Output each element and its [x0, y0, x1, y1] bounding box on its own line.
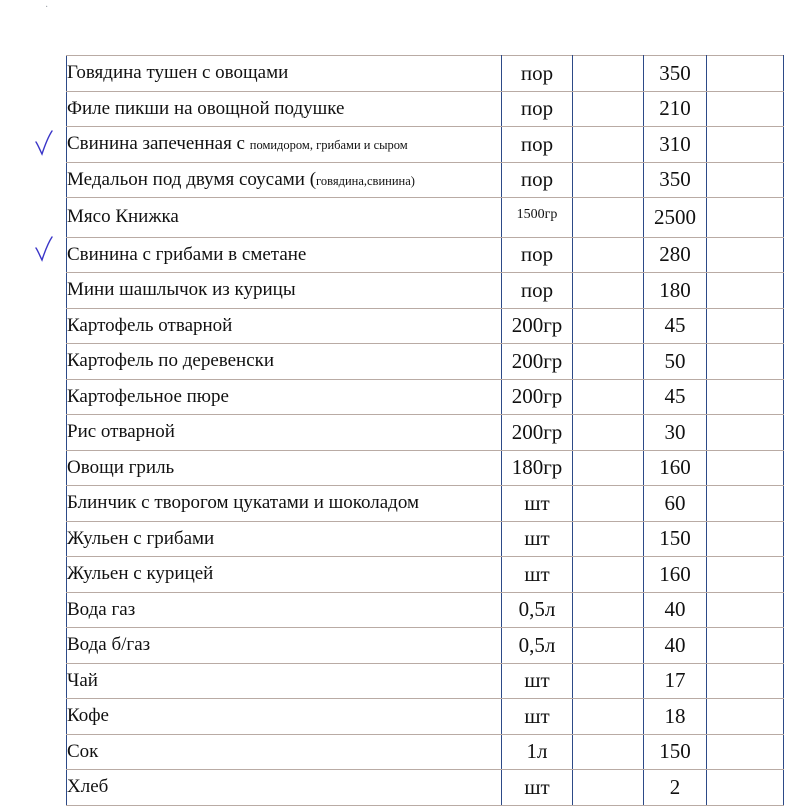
- empty-cell: [573, 699, 644, 735]
- item-price: 310: [644, 127, 707, 163]
- checkmark-icon: [34, 130, 54, 156]
- item-name-text: Рис отварной: [67, 421, 175, 443]
- item-name-text: Жульен с грибами: [67, 527, 215, 549]
- item-price: 180: [644, 273, 707, 309]
- item-price: 150: [644, 521, 707, 557]
- item-unit: пор: [502, 91, 573, 127]
- item-name: [67, 344, 502, 380]
- item-name: [67, 91, 502, 127]
- menu-row: [67, 663, 784, 699]
- item-unit: пор: [502, 237, 573, 273]
- empty-cell: [573, 198, 644, 238]
- item-name-detail: помидором, грибами и сыром: [249, 138, 408, 153]
- empty-cell: [573, 237, 644, 273]
- item-name: [67, 162, 502, 198]
- item-name: [67, 379, 502, 415]
- item-price: 160: [644, 450, 707, 486]
- menu-row: [67, 628, 784, 664]
- item-name: [67, 699, 502, 735]
- item-name-text: Свинина запеченная с: [67, 133, 250, 155]
- item-name-text: Сок: [67, 740, 99, 762]
- item-name-text: Картофельное пюре: [67, 385, 229, 407]
- item-name-text: Хлеб: [67, 776, 109, 798]
- item-name: [67, 308, 502, 344]
- item-name: [67, 198, 502, 238]
- empty-cell: [707, 344, 784, 380]
- item-name-text: Медальон под двумя соусами (: [67, 168, 317, 190]
- item-unit: шт: [502, 521, 573, 557]
- item-unit: 200гр: [502, 308, 573, 344]
- empty-cell: [707, 663, 784, 699]
- empty-cell: [707, 699, 784, 735]
- item-unit: 1500гр: [502, 198, 573, 238]
- item-name-text: Чай: [67, 669, 98, 691]
- empty-cell: [707, 415, 784, 451]
- empty-cell: [573, 450, 644, 486]
- item-name: [67, 56, 502, 92]
- empty-cell: [573, 162, 644, 198]
- item-name-text: Картофель отварной: [67, 314, 233, 336]
- item-price: 2500: [644, 198, 707, 238]
- empty-cell: [573, 415, 644, 451]
- empty-cell: [707, 56, 784, 92]
- empty-cell: [707, 91, 784, 127]
- item-unit: 200гр: [502, 379, 573, 415]
- menu-row: [67, 198, 784, 238]
- item-unit: пор: [502, 56, 573, 92]
- item-name: [67, 592, 502, 628]
- item-name-text: Говядина тушен с овощами: [67, 62, 289, 84]
- empty-cell: [573, 628, 644, 664]
- item-name-text: Овощи гриль: [67, 456, 175, 478]
- item-unit: 0,5л: [502, 592, 573, 628]
- empty-cell: [573, 592, 644, 628]
- item-unit: шт: [502, 770, 573, 806]
- menu-row: [67, 273, 784, 309]
- empty-cell: [707, 592, 784, 628]
- item-name: [67, 628, 502, 664]
- menu-row: [67, 521, 784, 557]
- empty-cell: [707, 450, 784, 486]
- empty-cell: [573, 486, 644, 522]
- item-price: 160: [644, 557, 707, 593]
- empty-cell: [573, 344, 644, 380]
- empty-cell: [707, 237, 784, 273]
- item-name-text: Свинина с грибами в сметане: [67, 243, 307, 265]
- empty-cell: [573, 308, 644, 344]
- item-price: 2: [644, 770, 707, 806]
- empty-cell: [707, 557, 784, 593]
- menu-row: [67, 56, 784, 92]
- empty-cell: [707, 273, 784, 309]
- item-name: [67, 557, 502, 593]
- item-unit: пор: [502, 273, 573, 309]
- menu-body: [67, 56, 784, 806]
- item-name: [67, 486, 502, 522]
- corner-mark: ·: [45, 2, 49, 13]
- item-price: 40: [644, 628, 707, 664]
- empty-cell: [573, 663, 644, 699]
- item-price: 280: [644, 237, 707, 273]
- item-name-text: Блинчик с творогом цукатами и шоколадом: [67, 492, 420, 514]
- item-name-text: Мини шашлычок из курицы: [67, 279, 296, 301]
- item-name-detail: говядина,свинина): [316, 173, 415, 188]
- item-unit: 180гр: [502, 450, 573, 486]
- item-unit: 1л: [502, 734, 573, 770]
- item-name-text: Вода б/газ: [67, 634, 151, 656]
- menu-row: [67, 734, 784, 770]
- item-unit: шт: [502, 486, 573, 522]
- menu-row: [67, 344, 784, 380]
- empty-cell: [573, 273, 644, 309]
- item-price: 30: [644, 415, 707, 451]
- empty-cell: [707, 162, 784, 198]
- item-price: 18: [644, 699, 707, 735]
- item-price: 210: [644, 91, 707, 127]
- item-name: [67, 237, 502, 273]
- item-name: [67, 273, 502, 309]
- empty-cell: [573, 521, 644, 557]
- item-name: [67, 734, 502, 770]
- item-unit: шт: [502, 557, 573, 593]
- menu-row: [67, 450, 784, 486]
- item-unit: шт: [502, 663, 573, 699]
- item-price: 60: [644, 486, 707, 522]
- item-unit: пор: [502, 127, 573, 163]
- empty-cell: [707, 379, 784, 415]
- item-price: 350: [644, 56, 707, 92]
- item-name-text: Жульен с курицей: [67, 563, 214, 585]
- item-unit: шт: [502, 699, 573, 735]
- empty-cell: [573, 734, 644, 770]
- item-name-text: Мясо Книжка: [67, 206, 179, 228]
- item-price: 150: [644, 734, 707, 770]
- menu-row: [67, 592, 784, 628]
- item-price: 40: [644, 592, 707, 628]
- item-name: [67, 450, 502, 486]
- item-unit: 0,5л: [502, 628, 573, 664]
- empty-cell: [573, 91, 644, 127]
- empty-cell: [707, 127, 784, 163]
- menu-row: [67, 415, 784, 451]
- item-unit: пор: [502, 162, 573, 198]
- checkmark-icon: [34, 236, 54, 262]
- menu-row: [67, 699, 784, 735]
- item-unit: 200гр: [502, 344, 573, 380]
- empty-cell: [573, 379, 644, 415]
- menu-row: [67, 308, 784, 344]
- empty-cell: [707, 521, 784, 557]
- item-name-text: Вода газ: [67, 598, 136, 620]
- item-name: [67, 127, 502, 163]
- menu-row: [67, 91, 784, 127]
- item-name: [67, 663, 502, 699]
- empty-cell: [707, 628, 784, 664]
- item-price: 50: [644, 344, 707, 380]
- item-price: 45: [644, 308, 707, 344]
- item-price: 17: [644, 663, 707, 699]
- menu-row: [67, 486, 784, 522]
- empty-cell: [707, 486, 784, 522]
- empty-cell: [573, 557, 644, 593]
- item-price: 45: [644, 379, 707, 415]
- item-name: [67, 521, 502, 557]
- empty-cell: [707, 308, 784, 344]
- menu-row: [67, 127, 784, 163]
- menu-row: [67, 237, 784, 273]
- empty-cell: [573, 56, 644, 92]
- item-name-text: Филе пикши на овощной подушке: [67, 97, 345, 119]
- menu-row: [67, 557, 784, 593]
- item-name-text: Кофе: [67, 705, 109, 727]
- empty-cell: [707, 198, 784, 238]
- item-unit: 200гр: [502, 415, 573, 451]
- menu-row: [67, 379, 784, 415]
- item-name-text: Картофель по деревенски: [67, 350, 275, 372]
- item-name: [67, 415, 502, 451]
- menu-table: [66, 55, 784, 806]
- empty-cell: [573, 127, 644, 163]
- item-price: 350: [644, 162, 707, 198]
- empty-cell: [707, 734, 784, 770]
- menu-row: [67, 162, 784, 198]
